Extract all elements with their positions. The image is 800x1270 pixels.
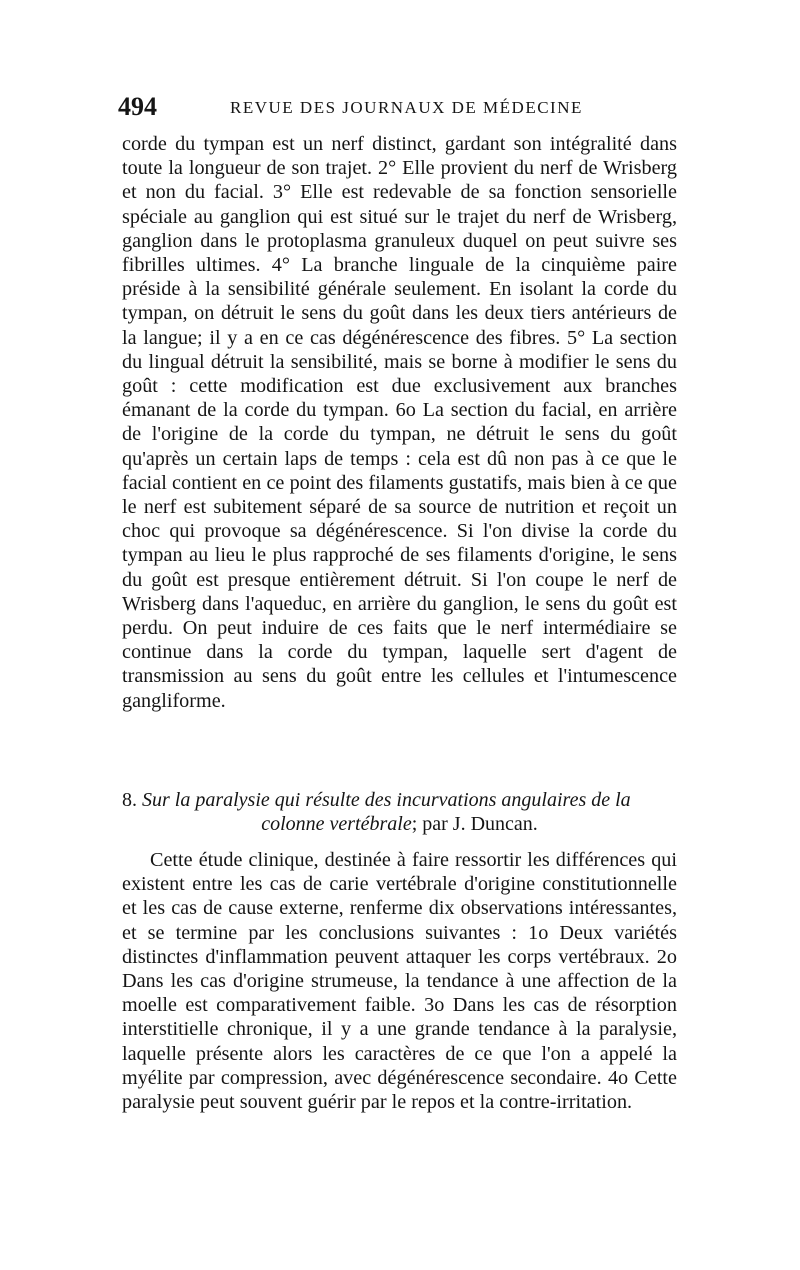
section-heading-line-1: [122, 788, 677, 812]
running-title: REVUE DES JOURNAUX DE MÉDECINE: [230, 98, 583, 117]
section-title-part-2: colonne vertébrale: [261, 813, 412, 835]
page-number: 494: [118, 92, 157, 121]
page-header: [118, 92, 674, 122]
section-author: J. Duncan.: [452, 813, 538, 835]
section-number: 8.: [122, 789, 137, 811]
body-paragraph-1: corde du tympan est un nerf distinct, gardant son intégralité dans toute la longueur de son trajet. 2° Elle provient du nerf de Wrisberg et non du facial. 3° Elle est redevable de sa fonction sensorielle spéciale au ganglion qui est situé sur le trajet du nerf de Wrisberg, ganglion dans le protoplasma granuleux duquel on peut suivre ses fibrilles ultimes. 4° La branche linguale de la cinquième paire préside à la sensibilité générale seulement. En isolant la corde du tympan, on détruit le sens du goût dans les deux tiers antérieurs de la langue; il y a en ce cas dégénérescence des fibres. 5° La section du lingual détruit la sensibilité, mais se borne à modifier le sens du goût : cette modification est due exclusivement aux branches émanant de la corde du tympan. 6o La section du facial, en arrière de l'origine de la corde du tympan, ne détruit le sens du goût qu'après un certain laps de temps : cela est dû non pas à ce que le facial contient en ce point des filaments gustatifs, mais bien à ce que le nerf est subitement séparé de sa source de nutrition et reçoit un choc qui provoque sa dégénérescence. Si l'on divise la corde du tympan au lieu le plus rapproché de ses filaments d'origine, le sens du goût est presque entièrement détruit. Si l'on coupe le nerf de Wrisberg dans l'aqueduc, en arrière du ganglion, le sens du goût est perdu. On peut induire de ces faits que le nerf intermédiaire se continue dans la corde du tympan, laquelle sert d'agent de transmission au sens du goût entre les cellules et l'intumescence gangliforme.: [122, 133, 677, 712]
author-separator: ; par: [411, 813, 448, 835]
body-paragraph-2: Cette étude clinique, destinée à faire ressortir les différences qui existent entre les cas de carie vertébrale d'origine constitutionnelle et les cas de cause externe, renferme dix observations intéressantes, et se termine par les conclusions suivantes : 1o Deux variétés distinctes d'inflammation peuvent attaquer les corps vertébraux. 2o Dans les cas d'origine strumeuse, la tendance à une affection de la moelle est comparativement faible. 3o Dans les cas de résorption interstitielle chronique, il y a une grande tendance à la paralysie, laquelle présente alors les caractères de ce que l'on a appelé la myélite par compression, avec dégénérescence secondaire. 4o Cette paralysie peut souvent guérir par le repos et la contre-irritation.: [122, 849, 677, 1114]
section-title-part-1: Sur la paralysie qui résulte des incurvations angulaires de la: [142, 789, 631, 811]
section-heading-line-2: [122, 812, 677, 836]
section-heading: [122, 788, 677, 836]
